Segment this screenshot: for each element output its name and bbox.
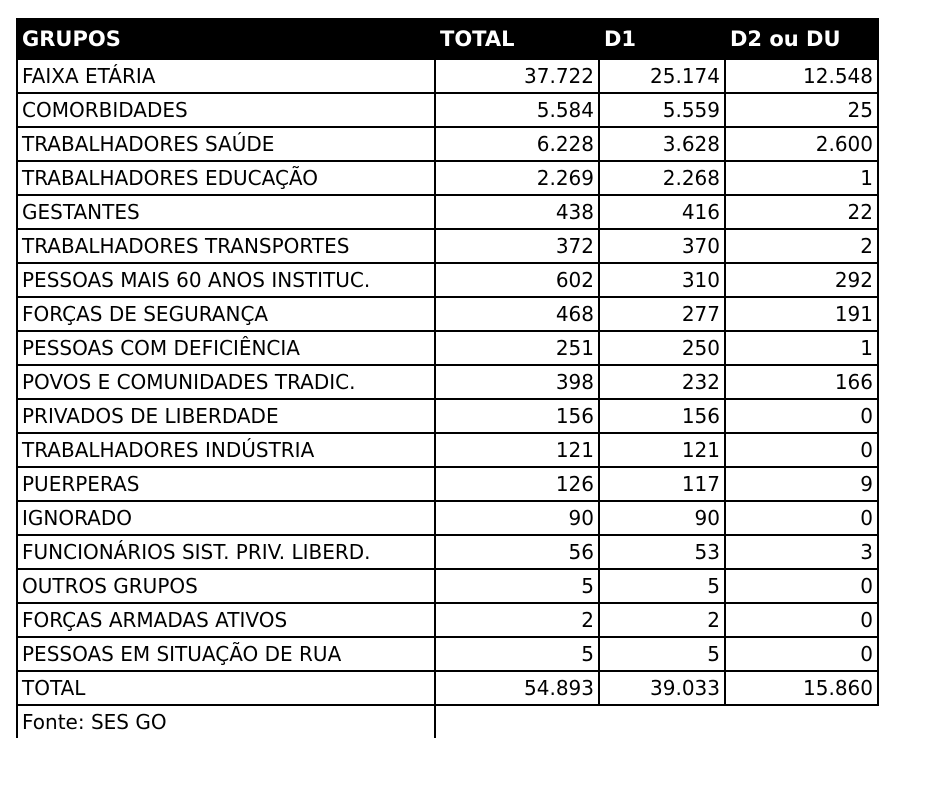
total-cell: 90: [435, 501, 599, 535]
vaccination-groups-table: [16, 18, 879, 738]
d2-cell: 12.548: [725, 59, 878, 93]
group-cell: GESTANTES: [17, 195, 435, 229]
group-cell: PUERPERAS: [17, 467, 435, 501]
total-cell: 438: [435, 195, 599, 229]
group-cell: TRABALHADORES SAÚDE: [17, 127, 435, 161]
d2-cell: 191: [725, 297, 878, 331]
table-row: [17, 467, 878, 501]
header-d2-du: D2 ou DU: [725, 19, 878, 59]
table-row: [17, 297, 878, 331]
d1-cell: 416: [599, 195, 725, 229]
table-row: [17, 637, 878, 671]
d2-cell: 292: [725, 263, 878, 297]
d1-cell: 277: [599, 297, 725, 331]
group-cell: TRABALHADORES TRANSPORTES: [17, 229, 435, 263]
d1-cell: 5: [599, 637, 725, 671]
d2-cell: 2: [725, 229, 878, 263]
source-row: [17, 705, 878, 738]
header-total: TOTAL: [435, 19, 599, 59]
d1-cell: 2.268: [599, 161, 725, 195]
source-empty-cell: [725, 705, 878, 738]
vaccination-groups-sheet: [16, 18, 877, 738]
group-cell: PRIVADOS DE LIBERDADE: [17, 399, 435, 433]
table-row: [17, 263, 878, 297]
d2-cell: 0: [725, 603, 878, 637]
group-cell: TRABALHADORES EDUCAÇÃO: [17, 161, 435, 195]
totals-d1: 39.033: [599, 671, 725, 705]
total-cell: 5.584: [435, 93, 599, 127]
total-cell: 37.722: [435, 59, 599, 93]
group-cell: PESSOAS EM SITUAÇÃO DE RUA: [17, 637, 435, 671]
d2-cell: 0: [725, 399, 878, 433]
total-cell: 156: [435, 399, 599, 433]
total-cell: 602: [435, 263, 599, 297]
table-row: [17, 399, 878, 433]
group-cell: FAIXA ETÁRIA: [17, 59, 435, 93]
d1-cell: 2: [599, 603, 725, 637]
source-note: Fonte: SES GO: [17, 705, 435, 738]
totals-d2: 15.860: [725, 671, 878, 705]
table-row: [17, 569, 878, 603]
d1-cell: 53: [599, 535, 725, 569]
total-cell: 2.269: [435, 161, 599, 195]
d2-cell: 0: [725, 433, 878, 467]
table-row: [17, 331, 878, 365]
totals-row: [17, 671, 878, 705]
d1-cell: 3.628: [599, 127, 725, 161]
d1-cell: 25.174: [599, 59, 725, 93]
total-cell: 126: [435, 467, 599, 501]
total-cell: 56: [435, 535, 599, 569]
total-cell: 468: [435, 297, 599, 331]
group-cell: IGNORADO: [17, 501, 435, 535]
d2-cell: 0: [725, 569, 878, 603]
d1-cell: 117: [599, 467, 725, 501]
d1-cell: 156: [599, 399, 725, 433]
total-cell: 121: [435, 433, 599, 467]
d2-cell: 2.600: [725, 127, 878, 161]
table-row: [17, 365, 878, 399]
group-cell: FORÇAS ARMADAS ATIVOS: [17, 603, 435, 637]
table-row: [17, 535, 878, 569]
d2-cell: 9: [725, 467, 878, 501]
d2-cell: 22: [725, 195, 878, 229]
d1-cell: 232: [599, 365, 725, 399]
d2-cell: 0: [725, 637, 878, 671]
header-d1: D1: [599, 19, 725, 59]
group-cell: TRABALHADORES INDÚSTRIA: [17, 433, 435, 467]
table-row: [17, 229, 878, 263]
d2-cell: 1: [725, 161, 878, 195]
d1-cell: 90: [599, 501, 725, 535]
group-cell: COMORBIDADES: [17, 93, 435, 127]
table-row: [17, 433, 878, 467]
total-cell: 398: [435, 365, 599, 399]
group-cell: POVOS E COMUNIDADES TRADIC.: [17, 365, 435, 399]
d2-cell: 0: [725, 501, 878, 535]
table-row: [17, 93, 878, 127]
header-groups: GRUPOS: [17, 19, 435, 59]
d1-cell: 310: [599, 263, 725, 297]
table-row: [17, 161, 878, 195]
total-cell: 372: [435, 229, 599, 263]
table-row: [17, 603, 878, 637]
d2-cell: 25: [725, 93, 878, 127]
d1-cell: 250: [599, 331, 725, 365]
group-cell: PESSOAS MAIS 60 ANOS INSTITUC.: [17, 263, 435, 297]
d1-cell: 5.559: [599, 93, 725, 127]
table-body: [17, 59, 878, 671]
d1-cell: 5: [599, 569, 725, 603]
source-empty-cell: [435, 705, 599, 738]
table-row: [17, 127, 878, 161]
d2-cell: 166: [725, 365, 878, 399]
total-cell: 5: [435, 637, 599, 671]
group-cell: FUNCIONÁRIOS SIST. PRIV. LIBERD.: [17, 535, 435, 569]
totals-total: 54.893: [435, 671, 599, 705]
group-cell: FORÇAS DE SEGURANÇA: [17, 297, 435, 331]
d2-cell: 3: [725, 535, 878, 569]
d2-cell: 1: [725, 331, 878, 365]
group-cell: OUTROS GRUPOS: [17, 569, 435, 603]
total-cell: 5: [435, 569, 599, 603]
total-cell: 6.228: [435, 127, 599, 161]
d1-cell: 121: [599, 433, 725, 467]
total-cell: 2: [435, 603, 599, 637]
total-cell: 251: [435, 331, 599, 365]
table-row: [17, 195, 878, 229]
table-row: [17, 501, 878, 535]
table-row: [17, 59, 878, 93]
group-cell: PESSOAS COM DEFICIÊNCIA: [17, 331, 435, 365]
d1-cell: 370: [599, 229, 725, 263]
source-empty-cell: [599, 705, 725, 738]
header-row: [17, 19, 878, 59]
totals-label: TOTAL: [17, 671, 435, 705]
